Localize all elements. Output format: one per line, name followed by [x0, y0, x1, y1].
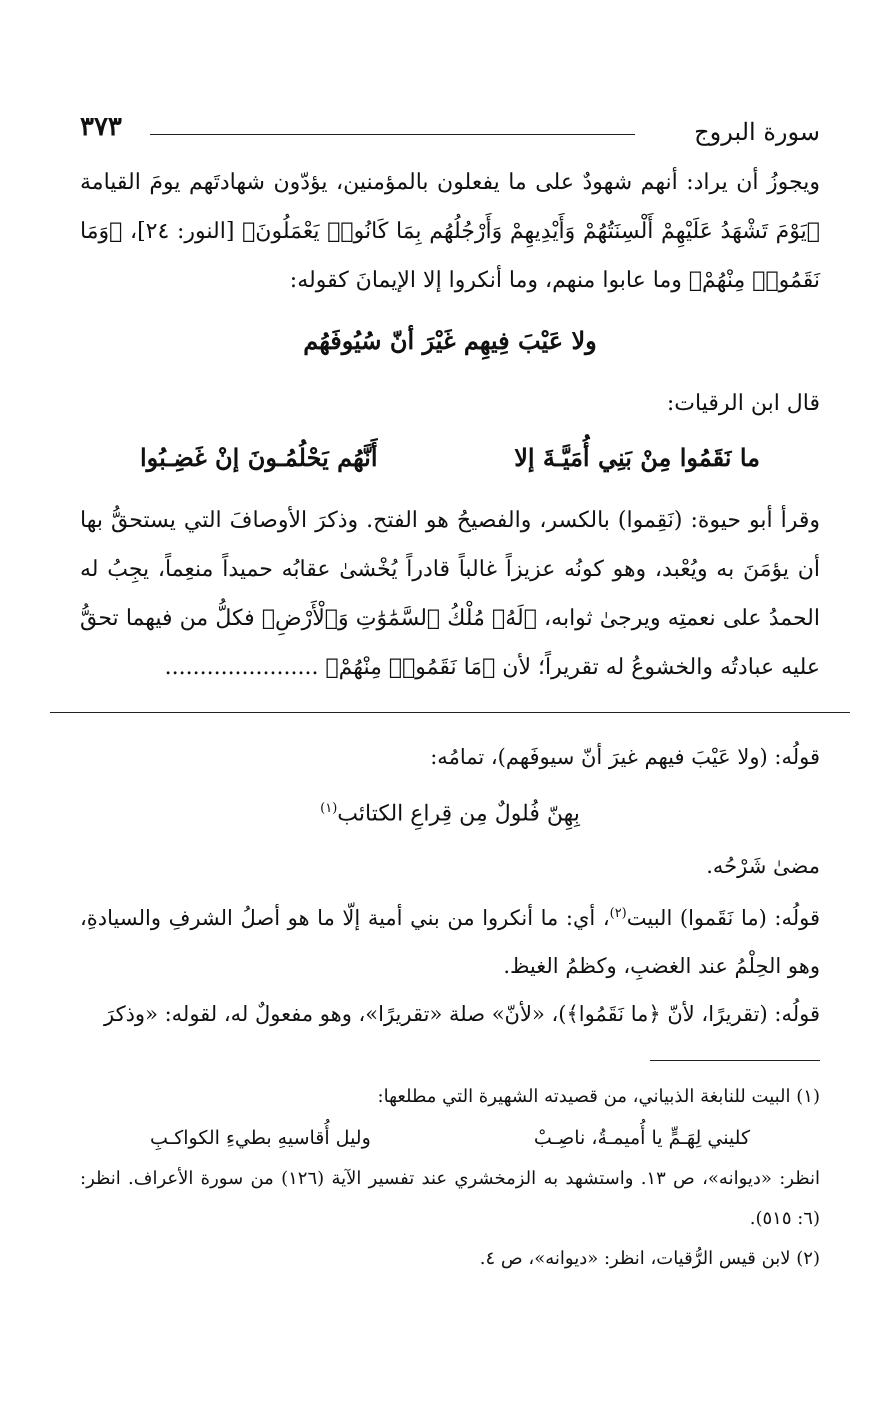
footnote-couplet [80, 1117, 820, 1159]
commentary-divider [50, 712, 850, 713]
footnote-2: (٢) لابن قيس الرُّقيات، انظر: «ديوانه»، ص ٤. [479, 1248, 820, 1270]
commentary-3 [80, 890, 820, 990]
commentary-4: قولُه: (تقريرًا، لأنّ ﴿ما نَقَمُوا﴾)، «لأنّ» صلة «تقريرًا»، وهو مفعولٌ له، لقوله: «وذكرَ [104, 1002, 820, 1027]
header-rule [150, 134, 635, 135]
main-text [80, 158, 820, 692]
book-page [80, 110, 820, 1279]
footnotes-section [80, 1077, 820, 1279]
paragraph-2: وقرأ أبو حيوة: (نَقِموا) بالكسر، والفصيحُ هو الفتح. وذكرَ الأوصافَ التي يستحقُّ بها أن يؤمَنَ به ويُعْبد، وهو كونُه عزيزاً غالباً قادراً يُخْشىٰ عقابُه حميداً منعِماً، يجِبُ له الحمدُ على نعمتِه ويرجىٰ ثوابه، ﴿لَهُۥ مُلْكُ ٱلسَّمَٰوَٰتِ وَٱلْأَرْضِ﴾ فكلُّ من فيهما تحقُّ عليه عبادتُه والخشوعُ له تقريراً؛ لأن ﴿مَا نَقَمُوا۟ مِنْهُمْ﴾ ...................... [80, 508, 821, 680]
commentary-section [80, 733, 820, 1038]
surah-title: سورة البروج [694, 118, 820, 146]
footnote-marker-1: (١) [320, 801, 338, 816]
footnote-couplet-first: كليني لِهَـمٍّ يا أُميمـةُ، ناصِـبْ [533, 1127, 750, 1150]
verse-line-1: ولا عَيْبَ فِيهِم غَيْرَ أنّ سُيُوفَهُم [303, 326, 597, 355]
commentary-3-rest: ، أي: ما أنكروا من بني أمية إلّا ما هو أصلُ الشرفِ والسيادةِ، وهو الحِلْمُ عند الغضبِ، وكظمُ الغيظ. [80, 906, 820, 979]
poet-intro: قال ابن الرقيات: [666, 391, 820, 416]
couplet [80, 428, 820, 488]
commentary-3-start: قولُه: (ما نَقَموا) البيت [626, 906, 821, 931]
paragraph-1: ويجوزُ أن يراد: أنهم شهودٌ على ما يفعلون بالمؤمنين، يؤدّون شهادتَهم يومَ القيامة ﴿يَوْمَ تَشْهَدُ عَلَيْهِمْ أَلْسِنَتُهُمْ وَأَيْدِيهِمْ وَأَرْجُلُهُم بِمَا كَانُوا۟ يَعْمَلُونَ﴾ [النور: ٢٤]، ﴿وَمَا نَقَمُوا۟ مِنْهُمْ﴾ وما عابوا منهم، وما أنكروا إلا الإيمانَ كقوله: [80, 170, 820, 293]
footnote-couplet-second: وليل أُقاسيهِ بطيءِ الكواكـبِ [150, 1127, 371, 1150]
footnote-1-reference: انظر: «ديوانه»، ص ١٣. واستشهد به الزمخشري عند تفسير الآية (١٢٦) من سورة الأعراف. انظر: (٦: ٥١٥). [80, 1168, 820, 1230]
running-header [80, 110, 820, 150]
footnote-rule [650, 1060, 820, 1061]
footnote-marker-2: (٢) [609, 906, 627, 922]
commentary-verse-text: بِهِنّ فُلولٌ مِن قِراعِ الكتائب [337, 801, 580, 827]
couplet-second-hemistich: أَنَّهُم يَحْلُمُـونَ إنْ غَضِـبُوا [140, 443, 378, 472]
commentary-verse [80, 781, 820, 842]
couplet-first-hemistich: ما نَقَمُوا مِنْ بَنِي أُمَيَّـةَ إلا [514, 443, 760, 472]
commentary-2: مضىٰ شَرْحُه. [706, 854, 820, 879]
footnote-1: (١) البيت للنابغة الذبياني، من قصيدته الشهيرة التي مطلعها: [377, 1086, 820, 1108]
page-number: ٣٧٣ [80, 112, 122, 142]
commentary-1: قولُه: (ولا عَيْبَ فيهم غيرَ أنّ سيوفَهم)، تمامُه: [430, 745, 820, 769]
